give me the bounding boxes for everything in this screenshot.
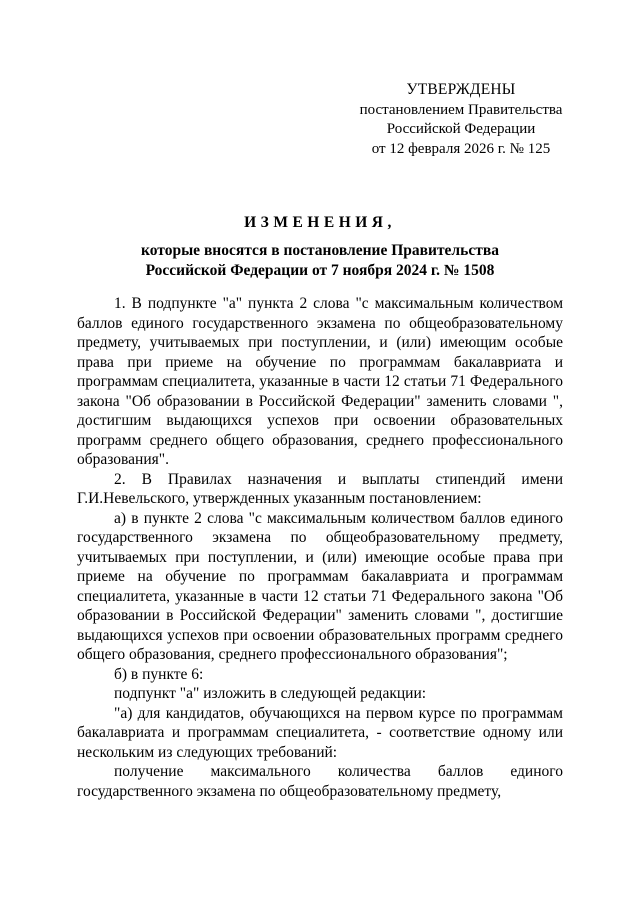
document-body xyxy=(77,294,563,801)
paragraph-2b-subpoint: подпункт "а" изложить в следующей редакции: xyxy=(114,685,427,702)
approval-title: УТВЕРЖДЕНЫ xyxy=(406,81,516,98)
document-subtitle-line-1: которые вносятся в постановление Правительства xyxy=(141,242,499,259)
document-subtitle-line-2: Российской Федерации от 7 ноября 2024 г. № 1508 xyxy=(145,261,495,279)
approval-line-3: от 12 февраля 2026 г. № 125 xyxy=(371,140,551,157)
approval-line-2: Российской Федерации xyxy=(386,121,536,137)
paragraph-1: 1. В подпункте "а" пункта 2 слова "с максимальным количеством баллов единого государственного экзамена по общеобразовательному предмету, учитываемых при поступлении, и (или) имеющим особые права при приеме на обучение по программам бакалавриата и программам специалитета, указанные в части 12 статьи 71 Федерального закона "Об образовании в Российской Федерации" заменить словами ", достигшим выдающихся успехов при освоении образовательных программ среднего общего образования, среднего профессионального образования". xyxy=(77,295,563,468)
paragraph-2a: а) в пункте 2 слова "с максимальным количеством баллов единого государственного экзамена по общеобразовательному предмету, учитываемых при поступлении, и (или) имеющие особые права при приеме на обучение по программам бакалавриата и программам специалитета, указанные в части 12 статьи 71 Федерального закона "Об образовании в Российской Федерации" заменить словами ", достигшие выдающихся успехов при освоении образовательных программ среднего общего образования, среднего профессионального образования"; xyxy=(77,509,563,663)
approval-stamp xyxy=(330,80,592,159)
approval-line-1: постановлением Правительства xyxy=(359,101,563,118)
paragraph-2: 2. В Правилах назначения и выплаты стипендий имени Г.И.Невельского, утвержденных указанным постановлением: xyxy=(77,470,563,507)
paragraph-2b: б) в пункте 6: xyxy=(114,665,204,683)
document-heading xyxy=(60,213,580,280)
paragraph-2b-requirement: получение максимального количества баллов единого государственного экзамена по общеобразовательному предмету, xyxy=(77,763,563,800)
document-title: ИЗМЕНЕНИЯ, xyxy=(244,214,396,231)
paragraph-2b-quote: "а) для кандидатов, обучающихся на первом курсе по программам бакалавриата и программам специалитета, - соответствие одному или нескольким из следующих требований: xyxy=(77,704,563,761)
